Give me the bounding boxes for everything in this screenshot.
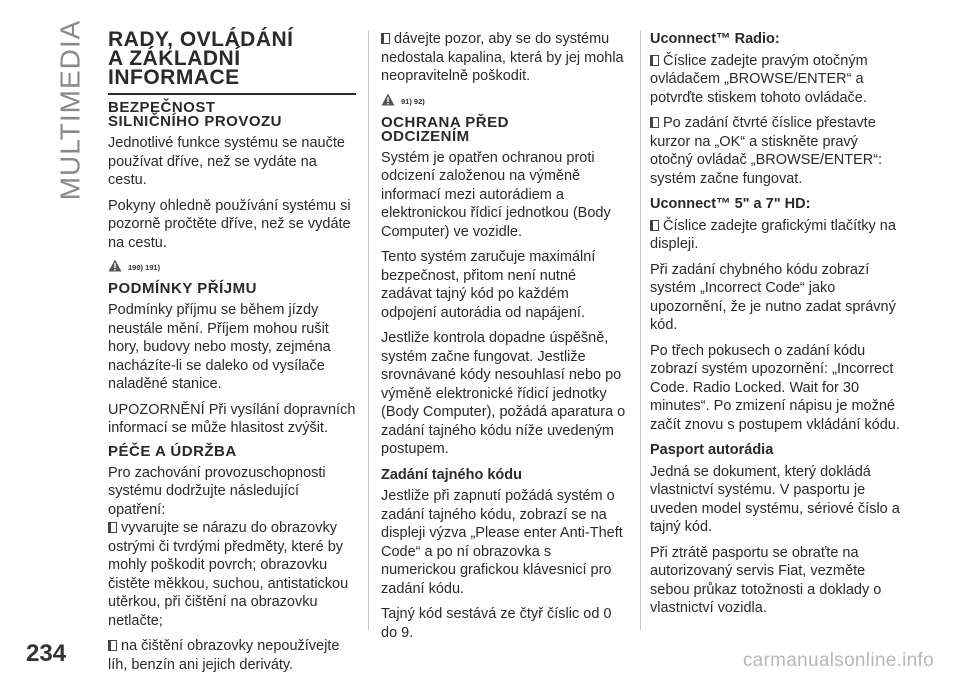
paragraph: Jestliže při zapnutí požádá systém o zadání tajného kódu, zobrazí se na displeji výzva „Please enter Anti-Theft Code“ a po ní obrazovka s numerickou grafickou klávesnicí pro zadání kódu. <box>381 488 623 597</box>
warning-refs: 91) 92) <box>401 96 425 106</box>
paragraph: Tento systém zaručuje maximální bezpečnost, přitom není nutné zadávat tajný kód po každém odpojení autorádia od napájení. <box>381 249 596 321</box>
paragraph: Při ztrátě pasportu se obraťte na autorizovaný servis Fiat, vezměte sebou průkaz totožnosti a doklady o vlastnictví vozidla. <box>650 544 882 616</box>
bullet-icon <box>650 117 659 128</box>
warning-reference <box>381 93 628 106</box>
list-item: Po zadání čtvrté číslice přestavte kurzor na „OK“ a stiskněte pravý otočný ovládač „BROWSE/ENTER“: systém začne fungovat. <box>650 115 883 187</box>
column-1 <box>108 30 356 681</box>
list-item: vyvarujte se nárazu do obrazovky ostrými či tvrdými předměty, které by mohly poškodit povrch; obrazovku čistěte měkkou, suchou, antistatickou utěrkou, při čištění na obrazovku netlačte; <box>108 520 349 629</box>
paragraph: Jednotlivé funkce systému se naučte používat dříve, než se vydáte na cestu. <box>108 135 345 188</box>
paragraph: Tajný kód sestává ze čtyř číslic od 0 do 9. <box>381 606 612 641</box>
section-title-theft: OCHRANA PŘED ODCIZENÍM <box>381 113 509 145</box>
warning-reference <box>108 259 356 272</box>
bullet-icon <box>650 220 659 231</box>
bullet-icon <box>108 522 117 533</box>
subsection-title-passport: Pasport autorádia <box>650 442 774 458</box>
subsection-title-hd: Uconnect™ 5" a 7" HD: <box>650 196 811 212</box>
list-item: Číslice zadejte pravým otočným ovládačem „BROWSE/ENTER“ a potvrďte stiskem tohoto ovládače. <box>650 52 868 106</box>
column-3 <box>650 30 900 625</box>
paragraph: Při zadání chybného kódu zobrazí systém „Incorrect Code“ jako upozornění, že je nutno zadat správný kód. <box>650 261 896 333</box>
warning-icon <box>108 259 122 272</box>
list-item: dávejte pozor, aby se do systému nedostala kapalina, která by jej mohla neopravitelně poškodit. <box>381 31 624 84</box>
column-divider <box>368 30 369 630</box>
page-number: 234 <box>26 640 67 667</box>
bullet-icon <box>381 33 390 44</box>
paragraph: Pokyny ohledně používání systému si pozorně pročtěte dříve, než se vydáte na cestu. <box>108 197 351 251</box>
section-title-safety: BEZPEČNOST SILNIČNÍHO PROVOZU <box>108 99 283 130</box>
section-tab <box>50 19 90 201</box>
list-item: na čištění obrazovky nepoužívejte líh, benzín ani jejich deriváty. <box>108 638 340 673</box>
warning-icon <box>381 93 395 106</box>
paragraph: Jestliže kontrola dopadne úspěšně, systém začne fungovat. Jestliže srovnávané kódy nesouhlasí nebo po výměně elektronické řídicí jednotky (Body Computer), požádá aparatura o zadání tajného kódu níže uvedeným postupem. <box>381 330 626 457</box>
bullet-icon <box>650 55 659 66</box>
section-title-reception: PODMÍNKY PŘÍJMU <box>108 280 257 297</box>
paragraph: Po třech pokusech o zadání kódu zobrazí systém upozornění: „Incorrect Code. Radio Locked. Wait for 30 minutes“. Po zmizení nápisu je možné začít znovu s postupem vkládání kódu. <box>650 342 900 433</box>
section-title-care: PÉČE A ÚDRŽBA <box>108 442 237 460</box>
subsection-title-code-entry: Zadání tajného kódu <box>381 466 522 483</box>
column-2 <box>381 30 628 649</box>
paragraph: Systém je opatřen ochranou proti odcizení založenou na výměně informací mezi autorádiem a elektronickou řídicí jednotkou (Body Computer) ve vozidle. <box>381 149 611 240</box>
watermark: carmanualsonline.info <box>742 650 934 671</box>
section-label: MULTIMEDIA <box>54 19 86 201</box>
warning-refs: 190) 191) <box>128 263 161 272</box>
paragraph: Pro zachování provozuschopnosti systému dodržujte následující opatření: <box>108 464 326 518</box>
chapter-title: RADY, OVLÁDÁNÍ A ZÁKLADNÍ INFORMACE <box>108 30 356 95</box>
subsection-title-radio: Uconnect™ Radio: <box>650 31 780 47</box>
list-item: Číslice zadejte grafickými tlačítky na displeji. <box>650 217 896 252</box>
column-divider <box>640 30 641 630</box>
bullet-icon <box>108 640 117 651</box>
paragraph: Jedná se dokument, který dokládá vlastnictví systému. V pasportu je uveden model systému, sériové číslo a tajný kód. <box>650 463 900 535</box>
paragraph: UPOZORNĚNÍ Při vysílání dopravních informací se může hlasitost zvýšit. <box>108 401 356 436</box>
paragraph: Podmínky příjmu se během jízdy neustále mění. Příjem mohou rušit hory, budovy nebo mosty, zejména nacházíte-li se daleko od vysílače naladěné stanice. <box>108 302 331 392</box>
